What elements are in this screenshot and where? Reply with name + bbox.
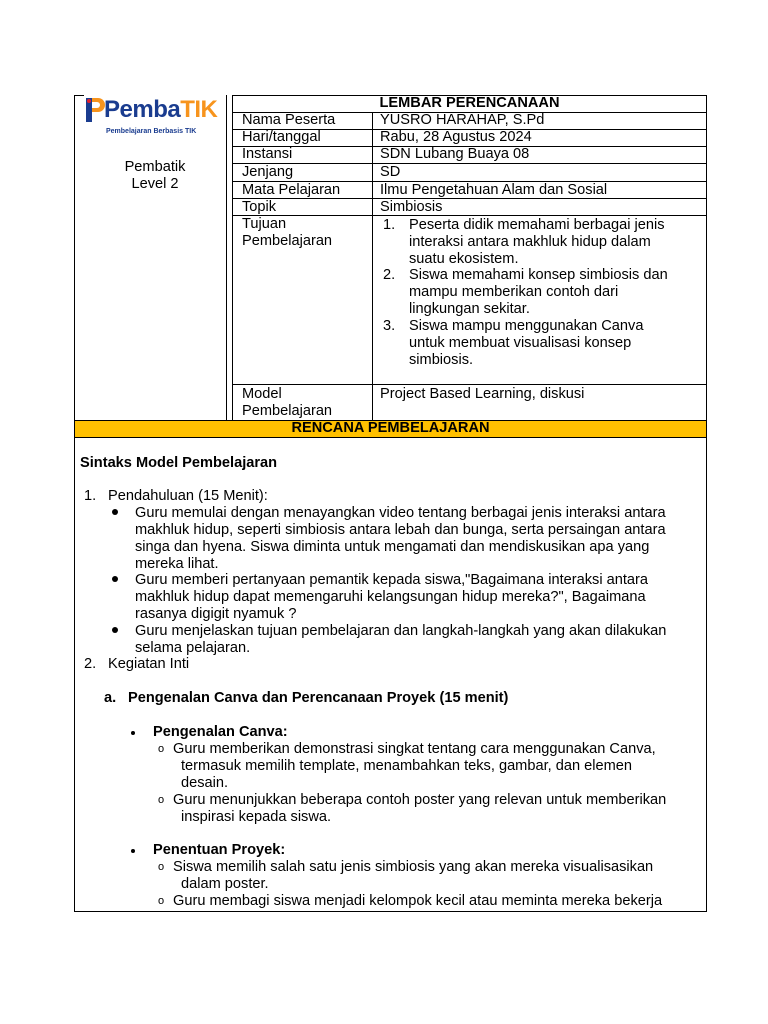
table-border bbox=[74, 911, 707, 912]
table-border bbox=[232, 95, 233, 421]
proyek-line: dalam poster. bbox=[181, 876, 269, 892]
table-border bbox=[74, 95, 75, 912]
row-value-jenjang: SD bbox=[380, 164, 401, 180]
tujuan-line: mampu memberikan contoh dari bbox=[409, 284, 619, 300]
item1-bullet-line: selama pelajaran. bbox=[135, 640, 251, 656]
row-value-nama: YUSRO HARAHAP, S.Pd bbox=[380, 112, 545, 128]
sub-a-label: a. bbox=[104, 690, 117, 706]
tujuan-line: simbiosis. bbox=[409, 352, 474, 368]
row-value-hari: Rabu, 28 Agustus 2024 bbox=[380, 129, 532, 145]
table-border bbox=[232, 215, 707, 216]
table-border bbox=[74, 437, 707, 438]
row-value-mapel: Ilmu Pengetahuan Alam dan Sosial bbox=[380, 182, 608, 198]
item1-bullet-line: makhluk hidup dapat memengaruhi kelangsungan hidup mereka?", Bagaimana bbox=[135, 589, 646, 605]
tujuan-num: 3. bbox=[383, 318, 396, 334]
table-border bbox=[706, 95, 707, 912]
table-border bbox=[74, 95, 84, 96]
row-value-instansi: SDN Lubang Buaya 08 bbox=[380, 146, 530, 162]
item1-bullet-line: Guru menjelaskan tujuan pembelajaran dan langkah-langkah yang akan dilakukan bbox=[135, 623, 667, 639]
row-label-topik: Topik bbox=[242, 199, 277, 215]
row-value-topik: Simbiosis bbox=[380, 199, 443, 215]
rencana-header: RENCANA PEMBELAJARAN bbox=[291, 420, 490, 436]
circle-bullet-icon: o bbox=[158, 895, 165, 907]
model-label-1: Model bbox=[242, 386, 282, 402]
canva-line: Guru memberikan demonstrasi singkat tentang cara menggunakan Canva, bbox=[173, 741, 656, 757]
tujuan-line: Peserta didik memahami berbagai jenis bbox=[409, 217, 665, 233]
logo-tagline: Pembelajaran Berbasis TIK bbox=[106, 128, 197, 135]
tujuan-label-1: Tujuan bbox=[242, 216, 287, 232]
logo-brand-left: Pemba bbox=[104, 96, 181, 123]
item2-title: Kegiatan Inti bbox=[108, 656, 190, 672]
item2-num: 2. bbox=[84, 656, 97, 672]
canva-line: inspirasi kepada siswa. bbox=[181, 809, 332, 825]
bullet-icon bbox=[131, 849, 135, 853]
row-label-jenjang: Jenjang bbox=[242, 164, 294, 180]
item1-num: 1. bbox=[84, 488, 97, 504]
sub-a-title: Pengenalan Canva dan Perencanaan Proyek (15 menit) bbox=[128, 690, 509, 706]
bullet-icon bbox=[112, 627, 118, 633]
canva-line: Guru menunjukkan beberapa contoh poster yang relevan untuk memberikan bbox=[173, 792, 667, 808]
tujuan-line: lingkungan sekitar. bbox=[409, 301, 530, 317]
logo-brand-right: TIK bbox=[180, 96, 218, 123]
row-label-nama: Nama Peserta bbox=[242, 112, 336, 128]
circle-bullet-icon: o bbox=[158, 794, 165, 806]
canva-title: Pengenalan Canva: bbox=[153, 724, 288, 740]
left-cell-line2: Level 2 bbox=[131, 176, 179, 192]
tujuan-label-2: Pembelajaran bbox=[242, 233, 333, 249]
item1-bullet-line: rasanya digigit nyamuk ? bbox=[135, 606, 297, 622]
circle-bullet-icon: o bbox=[158, 743, 165, 755]
tujuan-line: untuk membuat visualisasi konsep bbox=[409, 335, 632, 351]
model-label-2: Pembelajaran bbox=[242, 403, 333, 419]
item1-bullet-line: Guru memberi pertanyaan pemantik kepada siswa,"Bagaimana interaksi antara bbox=[135, 572, 648, 588]
tujuan-line: interaksi antara makhluk hidup dalam bbox=[409, 234, 651, 250]
proyek-line: Siswa memilih salah satu jenis simbiosis yang akan mereka visualisasikan bbox=[173, 859, 654, 875]
tujuan-line: suatu ekosistem. bbox=[409, 251, 519, 267]
table-border bbox=[232, 163, 707, 164]
item1-bullet-line: mereka lihat. bbox=[135, 556, 219, 572]
row-label-hari: Hari/tanggal bbox=[242, 129, 321, 145]
item1-bullet-line: Guru memulai dengan menayangkan video tentang berbagai jenis interaksi antara bbox=[135, 505, 666, 521]
circle-bullet-icon: o bbox=[158, 861, 165, 873]
canva-line: desain. bbox=[181, 775, 229, 791]
model-value: Project Based Learning, diskusi bbox=[380, 386, 585, 402]
bullet-icon bbox=[112, 509, 118, 515]
table-border bbox=[226, 95, 227, 421]
logo-wordmark bbox=[104, 96, 217, 124]
pembatik-logo bbox=[84, 96, 224, 142]
table-border bbox=[372, 112, 373, 421]
item1-bullet-line: singa dan hyena. Siswa diminta untuk mengamati dan mendiskusikan apa yang bbox=[135, 539, 650, 555]
proyek-title: Penentuan Proyek: bbox=[153, 842, 286, 858]
sintaks-title: Sintaks Model Pembelajaran bbox=[80, 455, 278, 471]
form-title: LEMBAR PERENCANAAN bbox=[379, 95, 560, 111]
item1-bullet-line: makhluk hidup, seperti simbiosis antara lebah dan bunga, serta persaingan antara bbox=[135, 522, 666, 538]
row-label-mapel: Mata Pelajaran bbox=[242, 182, 341, 198]
tujuan-num: 1. bbox=[383, 217, 396, 233]
item1-title: Pendahuluan (15 Menit): bbox=[108, 488, 268, 504]
tujuan-num: 2. bbox=[383, 267, 396, 283]
table-border bbox=[232, 384, 707, 385]
tujuan-line: Siswa memahami konsep simbiosis dan bbox=[409, 267, 668, 283]
proyek-line: Guru membagi siswa menjadi kelompok kecil atau meminta mereka bekerja bbox=[173, 893, 663, 909]
row-label-instansi: Instansi bbox=[242, 146, 293, 162]
left-cell-line1: Pembatik bbox=[124, 159, 186, 175]
bullet-icon bbox=[112, 576, 118, 582]
tujuan-line: Siswa mampu menggunakan Canva bbox=[409, 318, 644, 334]
canva-line: termasuk memilih template, menambahkan teks, gambar, dan elemen bbox=[181, 758, 633, 774]
bullet-icon bbox=[131, 731, 135, 735]
